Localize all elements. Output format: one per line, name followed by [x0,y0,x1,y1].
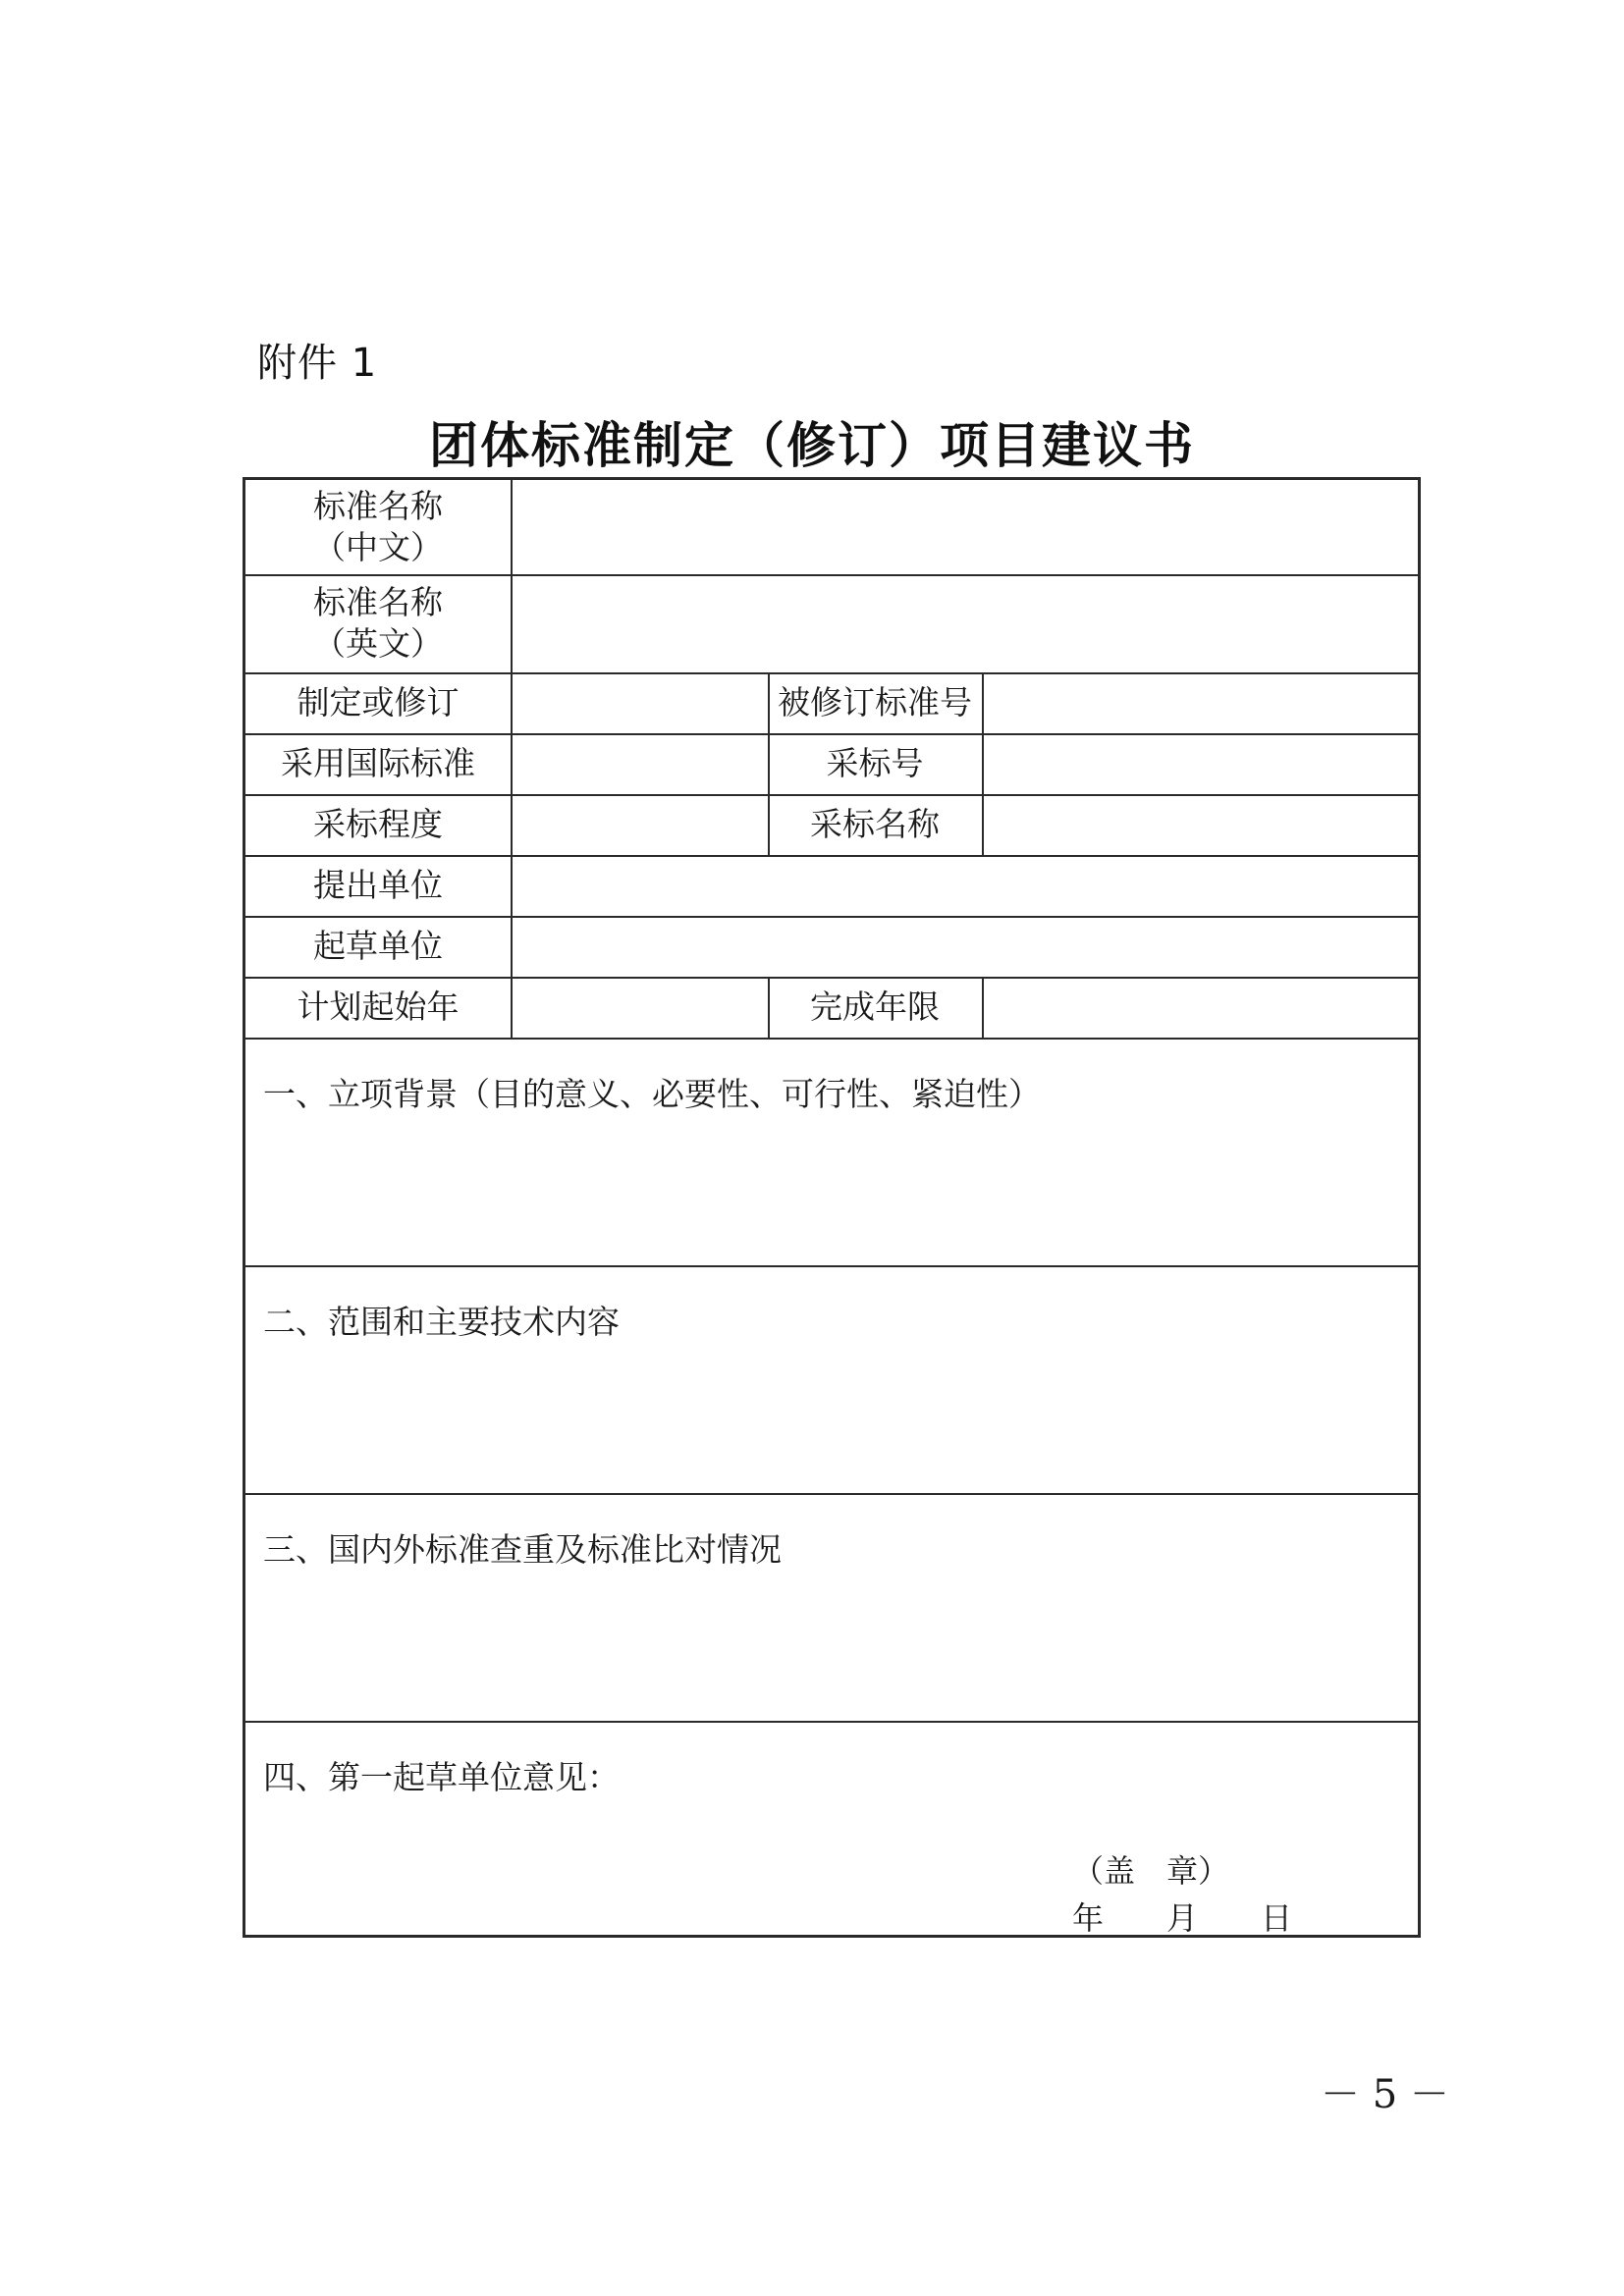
label-adopt-degree: 采标程度 [313,805,443,843]
drafter-field[interactable] [513,916,1418,977]
section-background-body[interactable] [263,1118,1400,1255]
date-label: 年 月 日 [1072,1899,1293,1937]
label-establish-or-revise: 制定或修订 [297,683,460,721]
label-adopt-name: 采标名称 [810,805,940,843]
plan-start-year-field[interactable] [513,977,768,1038]
proposer-field[interactable] [513,855,1418,916]
label-standard-name-en [245,574,511,672]
label-revised-standard-no: 被修订标准号 [778,683,972,721]
section-divider [245,1493,1418,1495]
label-proposer: 提出单位 [313,866,443,904]
section-comparison-body[interactable] [263,1574,1400,1711]
label-adopt-international: 采用国际标准 [281,744,475,782]
adopt-name-field[interactable] [984,794,1418,855]
establish-or-revise-field[interactable] [513,672,768,733]
label-standard-name-cn [245,480,511,574]
adopt-degree-field[interactable] [513,794,768,855]
attachment-label: 附件 1 [257,341,378,386]
adopt-international-field[interactable] [513,733,768,794]
standard-name-en-field[interactable] [513,574,1418,672]
label-adopt-no: 采标号 [826,744,924,782]
section-divider [245,1721,1418,1723]
document-title: 团体标准制定（修订）项目建议书 [429,417,1195,474]
section-comparison-title: 三、国内外标准查重及标准比对情况 [263,1530,782,1569]
section-drafter-opinion-title: 四、第一起草单位意见： [263,1758,620,1796]
section-background-title: 一、立项背景（目的意义、必要性、可行性、紧迫性） [263,1075,1041,1113]
row-divider [245,1038,1418,1040]
proposal-form [243,477,1421,1938]
label-completion-deadline: 完成年限 [810,988,940,1026]
label-line: （中文） [313,528,443,566]
adopt-no-field[interactable] [984,733,1418,794]
section-divider [245,1265,1418,1267]
section-scope-title: 二、范围和主要技术内容 [263,1303,620,1341]
label-line: 标准名称 [313,487,443,525]
section-drafter-opinion-body[interactable] [263,1801,1400,1841]
label-plan-start-year: 计划起始年 [297,988,460,1026]
seal-label: （盖 章） [1072,1852,1230,1890]
label-line: 标准名称 [313,583,443,621]
label-drafter: 起草单位 [313,927,443,965]
completion-deadline-field[interactable] [984,977,1418,1038]
page-number: － 5 － [1321,2072,1449,2117]
section-scope-body[interactable] [263,1346,1400,1483]
standard-name-cn-field[interactable] [513,480,1418,574]
label-line: （英文） [313,624,443,663]
revised-standard-no-field[interactable] [984,672,1418,733]
